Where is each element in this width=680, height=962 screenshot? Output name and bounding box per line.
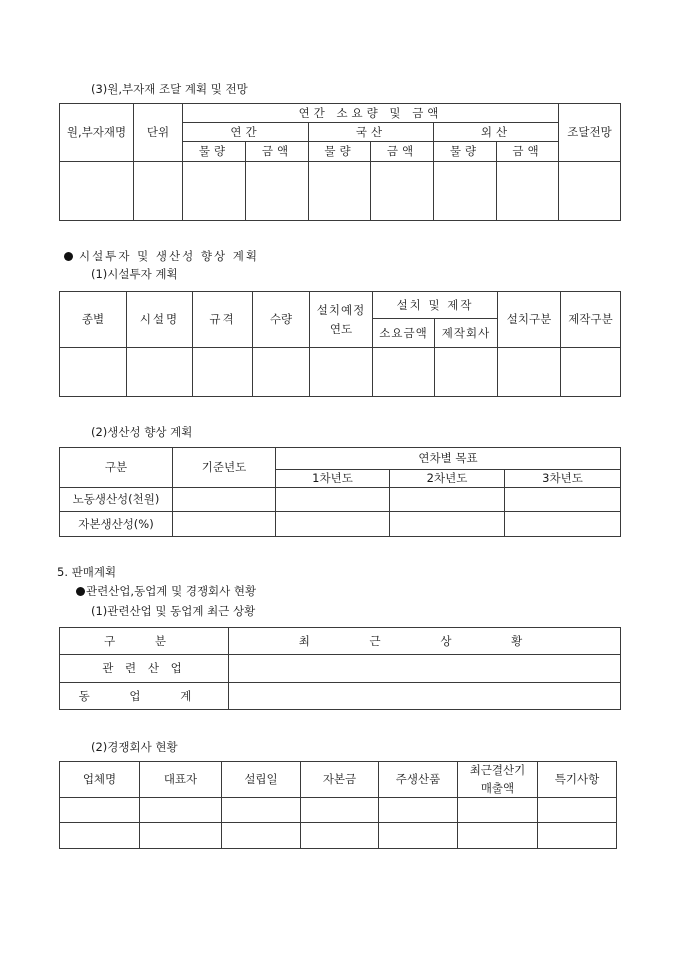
cell[interactable] [276,512,390,537]
header-install-year [310,292,373,348]
header-make-type: 제작구분 [561,292,621,348]
header-category: 구 분 [60,628,229,655]
header-install-type: 설치구분 [498,292,561,348]
table-row [60,512,621,537]
header-type: 종별 [60,292,127,348]
industry-status-table [59,627,621,710]
industry-status-heading: (1)관련산업 및 동업계 최근 상황 [91,604,256,618]
cell[interactable] [222,798,301,823]
table-row [60,488,621,512]
header-quantity: 물량 [309,142,371,162]
header-outlook: 조달전망 [559,104,621,162]
material-procurement-heading: (3)원,부자재 조달 계획 및 전망 [91,82,248,96]
recent-sales-line2: 매출액 [480,781,515,795]
cell[interactable] [229,655,621,683]
header-manufacturer: 제작회사 [435,319,498,348]
cell[interactable] [379,798,458,823]
header-foreign: 외산 [434,123,559,142]
header-annual-group: 연간 소요량 및 금액 [183,104,559,123]
row-label-same-industry: 동 업 계 [60,683,229,710]
cell[interactable] [60,162,134,221]
cell[interactable] [310,348,373,397]
material-procurement-table [59,103,621,221]
cell[interactable] [505,512,621,537]
recent-sales-line1: 최근결산기 [469,763,526,777]
table-row [60,162,621,221]
cell[interactable] [309,162,371,221]
cell[interactable] [140,823,222,849]
bullet-icon [64,252,73,261]
cell[interactable] [222,823,301,849]
table-row [60,798,617,823]
cell[interactable] [183,162,246,221]
cell[interactable] [390,512,505,537]
productivity-heading: (2)생산성 향상 계획 [91,425,193,439]
header-base-year: 기준년도 [173,448,276,488]
header-established: 설립일 [222,762,301,798]
header-company-name: 업체명 [60,762,140,798]
header-year-1: 1차년도 [276,470,390,488]
table-row [60,655,621,683]
header-annual: 연간 [183,123,309,142]
row-label-related-industry: 관 련 산 업 [60,655,229,683]
facility-investment-table [59,291,621,397]
header-required-amount: 소요금액 [373,319,435,348]
cell[interactable] [390,488,505,512]
header-install-make-group: 설치 및 제작 [373,292,498,319]
cell[interactable] [134,162,183,221]
cell[interactable] [371,162,434,221]
cell[interactable] [60,823,140,849]
header-year-2: 2차년도 [390,470,505,488]
sales-bullet-text: 관련산업,동업계 및 경쟁회사 현황 [86,584,257,598]
header-amount: 금액 [371,142,434,162]
cell[interactable] [253,348,310,397]
bullet-icon [76,587,85,596]
cell[interactable] [561,348,621,397]
cell[interactable] [434,162,497,221]
cell[interactable] [379,823,458,849]
header-quantity: 물량 [434,142,497,162]
header-unit: 단위 [134,104,183,162]
header-material-name: 원,부자재명 [60,104,134,162]
header-domestic: 국산 [309,123,434,142]
cell[interactable] [140,798,222,823]
cell[interactable] [538,823,617,849]
header-spec: 규격 [193,292,253,348]
cell[interactable] [497,162,559,221]
cell[interactable] [538,798,617,823]
header-recent-sales [458,762,538,798]
cell[interactable] [173,488,276,512]
header-recent-status: 최 근 상 황 [229,628,621,655]
table-row [60,348,621,397]
cell[interactable] [60,798,140,823]
productivity-table [59,447,621,537]
facility-investment-heading: (1)시설투자 계획 [91,267,178,281]
cell[interactable] [301,798,379,823]
cell[interactable] [498,348,561,397]
cell[interactable] [127,348,193,397]
cell[interactable] [458,823,538,849]
cell[interactable] [505,488,621,512]
sales-plan-heading: 5. 판매계획 [57,565,117,579]
cell[interactable] [193,348,253,397]
table-row [60,683,621,710]
row-label-capital-productivity: 자본생산성(%) [60,512,173,537]
header-facility-name: 시설명 [127,292,193,348]
facility-bullet-text: 시설투자 및 생산성 향상 계획 [79,249,259,263]
sales-bullet-heading [76,584,256,598]
install-year-line1: 설치예정 [316,302,366,317]
header-main-product: 주생산품 [379,762,458,798]
install-year-line2: 연도 [329,321,353,336]
cell[interactable] [229,683,621,710]
header-category: 구분 [60,448,173,488]
cell[interactable] [373,348,435,397]
cell[interactable] [458,798,538,823]
header-amount: 금액 [497,142,559,162]
header-capital: 자본금 [301,762,379,798]
header-yearly-target: 연차별 목표 [276,448,621,470]
competitors-heading: (2)경쟁회사 현황 [91,740,178,754]
header-quantity: 물량 [183,142,246,162]
cell[interactable] [246,162,309,221]
header-representative: 대표자 [140,762,222,798]
cell[interactable] [435,348,498,397]
cell[interactable] [173,512,276,537]
table-row [60,823,617,849]
header-qty: 수량 [253,292,310,348]
cell[interactable] [60,348,127,397]
cell[interactable] [276,488,390,512]
cell[interactable] [559,162,621,221]
competitors-table [59,761,617,849]
cell[interactable] [301,823,379,849]
header-year-3: 3차년도 [505,470,621,488]
facility-bullet-heading [64,249,259,263]
header-amount: 금액 [246,142,309,162]
header-notes: 특기사항 [538,762,617,798]
row-label-labor-productivity: 노동생산성(천원) [60,488,173,512]
